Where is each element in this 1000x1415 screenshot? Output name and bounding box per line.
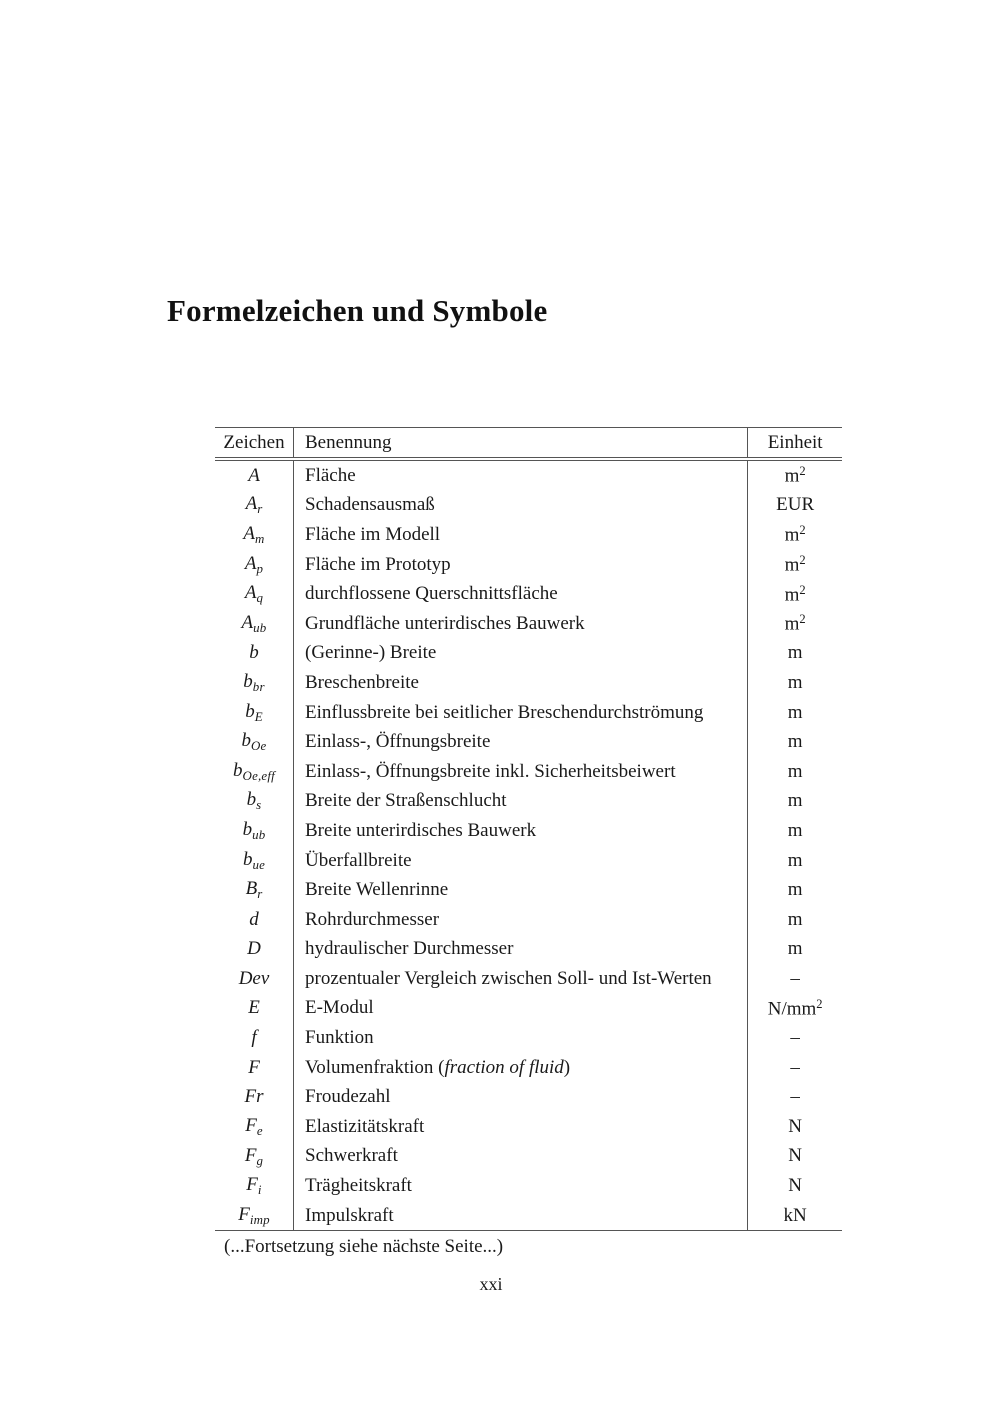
symbol-subscript: p [256,560,264,576]
symbol-base: f [251,1027,257,1049]
name-cell [294,935,748,965]
table-row [215,520,842,550]
unit-cell [748,727,842,757]
unit-cell [748,964,842,994]
unit-text: m [784,524,800,546]
table-row [215,550,842,580]
table-row [215,579,842,609]
name-text: Impulskraft [305,1204,394,1226]
name-cell [294,1142,748,1172]
symbol-cell [215,905,294,935]
name-text: Breschenbreite [305,671,419,693]
name-text: Einlass-, Öffnungsbreite inkl. Sicherheitsbeiwert [305,760,676,782]
unit-cell [748,1053,842,1083]
unit-text: m [787,849,803,871]
name-cell [294,520,748,550]
symbol-base: F [244,1144,257,1166]
column-header-benennung: Benennung [294,428,748,460]
symbol-cell [215,1082,294,1112]
name-cell [294,1023,748,1053]
unit-text: N [788,1145,802,1167]
unit-cell [748,1112,842,1142]
name-cell [294,727,748,757]
unit-text: m [787,790,803,812]
unit-superscript: 2 [799,464,806,479]
symbol-subscript: q [256,590,264,606]
unit-text: m [784,613,800,635]
table-row [215,905,842,935]
symbol-cell [215,520,294,550]
unit-text: m [787,642,803,664]
table-row [215,935,842,965]
table-row [215,1142,842,1172]
symbol-cell [215,787,294,817]
unit-cell [748,757,842,787]
symbol-base: b [242,818,253,840]
symbol-cell [215,875,294,905]
table-row [215,964,842,994]
name-text: hydraulischer Durchmesser [305,938,514,960]
symbol-subscript: ub [252,826,266,842]
symbol-cell [215,846,294,876]
symbol-subscript: br [252,678,265,694]
name-cell [294,787,748,817]
unit-cell [748,787,842,817]
symbol-cell [215,1053,294,1083]
symbol-cell [215,727,294,757]
name-cell [294,875,748,905]
unit-cell [748,639,842,669]
table-row [215,491,842,521]
unit-text: m [787,879,803,901]
page-number: xxi [479,1274,503,1294]
symbol-base: b [245,700,255,722]
unit-text: – [790,1056,800,1078]
symbol-base: b [249,642,259,664]
name-text: durchflossene Querschnittsfläche [305,583,558,605]
unit-text: N [788,1115,802,1137]
name-cell [294,1201,748,1231]
name-text: Froudezahl [305,1086,391,1108]
name-text: ) [563,1056,571,1078]
name-text: Breite unterirdisches Bauwerk [305,819,537,841]
symbol-base: d [249,908,259,930]
name-text: Rohrdurchmesser [305,908,440,930]
unit-cell [748,579,842,609]
name-cell [294,668,748,698]
column-header-zeichen: Zeichen [215,428,294,460]
symbol-cell [215,459,294,491]
name-text: Einlass-, Öffnungsbreite [305,731,491,753]
table-header [215,428,842,460]
unit-cell [748,1142,842,1172]
unit-cell [748,459,842,491]
unit-text: m [787,760,803,782]
name-text: prozentualer Vergleich zwischen Soll- und Ist-Werten [305,967,712,989]
name-cell [294,816,748,846]
name-text: Schwerkraft [305,1145,398,1167]
table-row [215,698,842,728]
symbol-subscript: e [256,1122,263,1138]
name-text: Fläche im Prototyp [305,553,451,575]
name-text: Überfallbreite [305,849,412,871]
unit-cell [748,935,842,965]
unit-text: m [784,554,800,576]
symbol-subscript: g [256,1152,264,1168]
symbol-cell [215,1171,294,1201]
unit-cell [748,698,842,728]
unit-cell [748,520,842,550]
symbol-subscript: s [256,797,262,813]
unit-cell [748,1171,842,1201]
symbol-subscript: r [257,501,263,517]
symbol-base: b [243,671,253,693]
table-row [215,727,842,757]
symbol-base: Fr [244,1086,264,1108]
unit-cell [748,1023,842,1053]
symbol-cell [215,1201,294,1231]
name-cell [294,609,748,639]
name-cell [294,846,748,876]
unit-cell [748,905,842,935]
unit-text: m [787,701,803,723]
symbol-base: A [244,552,257,574]
symbol-subscript: r [257,886,263,902]
unit-cell [748,846,842,876]
name-text: Trägheitskraft [305,1175,412,1197]
table-row [215,816,842,846]
column-header-einheit: Einheit [748,428,842,460]
table-row [215,1201,842,1231]
name-cell [294,1112,748,1142]
name-cell [294,579,748,609]
name-cell [294,698,748,728]
symbol-base: E [248,997,260,1019]
unit-text: – [790,1086,800,1108]
symbol-base: F [246,1174,258,1196]
table-row [215,609,842,639]
symbol-base: A [245,493,258,515]
symbol-cell [215,668,294,698]
symbol-subscript: m [255,530,265,546]
unit-text: m [787,671,803,693]
symbol-subscript: E [254,708,263,724]
unit-cell [748,668,842,698]
symbol-base: D [247,938,261,960]
table-row [215,757,842,787]
name-cell [294,491,748,521]
symbol-cell [215,1142,294,1172]
unit-superscript: 2 [799,612,806,627]
symbol-subscript: imp [249,1211,270,1227]
name-cell [294,639,748,669]
table-row [215,459,842,491]
unit-superscript: 2 [816,996,823,1011]
name-text: Schadensausmaß [305,494,435,516]
unit-text: kN [783,1204,807,1226]
name-text: Funktion [305,1027,374,1049]
page-title: Formelzeichen und Symbole [167,293,548,328]
name-text: (Gerinne-) Breite [305,642,437,664]
symbol-base: b [242,848,253,870]
symbol-cell [215,491,294,521]
unit-text: m [784,583,800,605]
table-row [215,1171,842,1201]
symbols-table [215,427,842,1231]
symbol-cell [215,1112,294,1142]
name-cell [294,550,748,580]
unit-cell [748,550,842,580]
unit-text: m [787,731,803,753]
name-text: Volumenfraktion ( [305,1056,445,1078]
table-row [215,668,842,698]
unit-superscript: 2 [799,582,806,597]
symbol-base: B [245,878,258,900]
name-text: Einflussbreite bei seitlicher Breschendurchströmung [305,701,704,723]
name-text: Fläche im Modell [305,523,441,545]
table-row [215,1053,842,1083]
table-body [215,459,842,1231]
symbol-base: b [246,789,257,811]
table-row [215,787,842,817]
unit-text: N/mm [767,998,817,1020]
unit-cell [748,491,842,521]
unit-text: N [788,1175,802,1197]
table-header-row [215,428,842,460]
symbol-subscript: Oe [251,738,267,754]
unit-text: – [790,967,800,989]
symbol-base: A [248,464,260,486]
name-text: Fläche [305,464,356,486]
symbol-base: F [238,1203,250,1225]
unit-cell [748,1201,842,1231]
symbol-base: F [245,1114,257,1136]
unit-cell [748,816,842,846]
table-row [215,994,842,1024]
unit-cell [748,609,842,639]
unit-superscript: 2 [799,552,806,567]
unit-text: EUR [776,494,815,516]
table-row [215,1112,842,1142]
symbol-base: A [241,611,254,633]
symbol-cell [215,994,294,1024]
table-row [215,1023,842,1053]
symbol-cell [215,550,294,580]
name-text: Elastizitätskraft [305,1115,425,1137]
name-cell [294,1171,748,1201]
unit-text: m [787,908,803,930]
name-cell [294,1053,748,1083]
symbol-cell [215,935,294,965]
symbol-cell [215,816,294,846]
symbol-subscript: i [257,1181,262,1197]
name-cell [294,1082,748,1112]
name-text-italic: fraction of fluid [444,1056,564,1078]
symbol-cell [215,1023,294,1053]
unit-cell [748,994,842,1024]
name-cell [294,994,748,1024]
unit-cell [748,1082,842,1112]
symbol-subscript: ub [253,619,267,635]
symbol-cell [215,698,294,728]
symbol-base: F [248,1056,260,1078]
name-cell [294,905,748,935]
symbol-cell [215,639,294,669]
name-text: Breite Wellenrinne [305,879,449,901]
symbol-base: Dev [238,967,270,989]
unit-superscript: 2 [799,523,806,538]
name-cell [294,757,748,787]
symbol-cell [215,579,294,609]
symbol-base: A [244,582,257,604]
unit-text: – [790,1027,800,1049]
name-text: E-Modul [305,997,374,1019]
continuation-note: (...Fortsetzung siehe nächste Seite...) [224,1236,504,1257]
symbol-subscript: Oe,eff [242,767,275,783]
name-cell [294,459,748,491]
name-text: Breite der Straßenschlucht [305,790,507,812]
name-text: Grundfläche unterirdisches Bauwerk [305,612,585,634]
unit-cell [748,875,842,905]
table-row [215,639,842,669]
unit-text: m [787,938,803,960]
symbol-base: b [233,759,243,781]
name-cell [294,964,748,994]
unit-text: m [787,819,803,841]
table-row [215,1082,842,1112]
symbol-subscript: ue [252,856,266,872]
table-row [215,875,842,905]
unit-text: m [784,465,800,487]
table-row [215,846,842,876]
symbol-cell [215,964,294,994]
symbol-cell [215,757,294,787]
symbol-base: A [243,523,256,545]
symbol-cell [215,609,294,639]
symbol-base: b [241,730,252,752]
